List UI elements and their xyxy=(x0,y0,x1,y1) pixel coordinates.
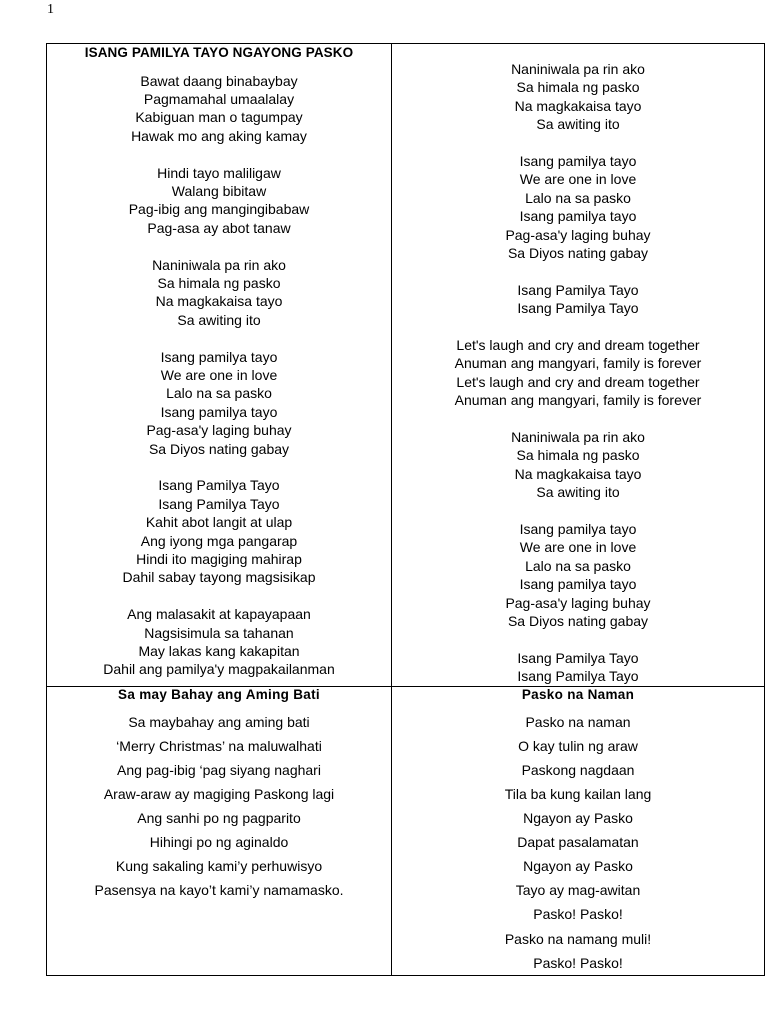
lyric-line: Hindi tayo maliligaw xyxy=(157,164,281,181)
song2-lyrics xyxy=(47,710,391,903)
stanza xyxy=(47,476,391,586)
lyric-line: Sa himala ng pasko xyxy=(516,447,640,464)
lyric-line: Isang Pamilya Tayo xyxy=(517,300,639,317)
song1-right-cell xyxy=(392,44,765,687)
lyric-line: ‘Merry Christmas’ na maluwalhati xyxy=(116,737,322,754)
song1-right-lyrics xyxy=(392,60,764,686)
table-row xyxy=(47,44,765,687)
stanza-gap xyxy=(47,237,391,255)
lyric-line: We are one in love xyxy=(519,539,637,556)
lyric-line: O kay tulin ng araw xyxy=(518,737,638,754)
lyric-line: Anuman ang mangyari, family is forever xyxy=(454,392,702,409)
stanza xyxy=(47,164,391,238)
lyric-line: Isang pamilya tayo xyxy=(519,576,637,593)
lyric-line: Isang Pamilya Tayo xyxy=(158,495,280,512)
lyric-line: Na magkakaisa tayo xyxy=(155,293,283,310)
lyric-line: Let's laugh and cry and dream together xyxy=(456,337,700,354)
lyric-line: Nagsisimula sa tahanan xyxy=(144,624,294,641)
lyric-line: Naniniwala pa rin ako xyxy=(152,256,286,273)
lyric-line: Ang pag-ibig ‘pag siyang naghari xyxy=(117,761,321,778)
lyric-line: Naniniwala pa rin ako xyxy=(511,429,645,446)
stanza-gap xyxy=(47,458,391,476)
lyric-line: Sa himala ng pasko xyxy=(157,274,281,291)
stanza xyxy=(392,649,764,686)
lyric-line: Sa himala ng pasko xyxy=(516,79,640,96)
lyric-line: Sa Diyos nating gabay xyxy=(507,613,649,630)
lyric-line: Ang iyong mga pangarap xyxy=(140,532,298,549)
page-number: 1 xyxy=(47,2,54,17)
stanza xyxy=(392,336,764,410)
stanza-gap xyxy=(47,587,391,605)
lyric-line: Pag-asa ay abot tanaw xyxy=(147,219,291,236)
lyric-line: Pag-asa'y laging buhay xyxy=(505,226,651,243)
lyric-line: Isang pamilya tayo xyxy=(160,403,278,420)
stanza-gap xyxy=(392,631,764,649)
lyric-line: Tila ba kung kailan lang xyxy=(504,786,652,802)
song2-title: Sa may Bahay ang Aming Bati xyxy=(118,686,320,702)
lyrics-table xyxy=(46,43,765,976)
stanza-gap xyxy=(392,262,764,280)
lyric-line: Pasko! Pasko! xyxy=(533,954,623,971)
lyric-line: Na magkakaisa tayo xyxy=(514,97,642,114)
lyric-line: Sa awiting ito xyxy=(536,484,620,501)
table-row xyxy=(47,686,765,975)
lyric-line: Lalo na sa pasko xyxy=(166,385,272,402)
lyric-line: Isang Pamilya Tayo xyxy=(517,281,639,298)
lyric-line: Lalo na sa pasko xyxy=(525,189,631,206)
stanza-gap xyxy=(392,318,764,336)
lyric-line: Walang bibitaw xyxy=(171,182,267,199)
lyric-line: Pasko na naman xyxy=(525,713,631,730)
stanza-gap xyxy=(47,145,391,163)
lyric-line: Sa Diyos nating gabay xyxy=(148,440,290,457)
stanza xyxy=(392,281,764,318)
song1-title: ISANG PAMILYA TAYO NGAYONG PASKO xyxy=(84,45,354,60)
lyric-line: Tayo ay mag-awitan xyxy=(515,882,641,899)
lyric-line: May lakas kang kakapitan xyxy=(138,643,300,660)
song3-title: Pasko na Naman xyxy=(521,686,635,702)
lyric-line: Isang pamilya tayo xyxy=(160,348,278,365)
lyric-line: Isang Pamilya Tayo xyxy=(517,668,639,685)
stanza xyxy=(47,256,391,330)
lyric-line: Na magkakaisa tayo xyxy=(514,465,642,482)
lyric-line: Kabiguan man o tagumpay xyxy=(135,109,303,126)
lyric-line: Dahil ang pamilya'y magpakailanman xyxy=(103,661,335,678)
lyric-line: Araw-araw ay magiging Paskong lagi xyxy=(103,786,335,802)
song2-cell xyxy=(47,686,392,975)
song1-left-cell xyxy=(47,44,392,687)
lyric-line: Kahit abot langit at ulap xyxy=(145,514,293,531)
lyric-line: Pasensya na kayo’t kami’y namamasko. xyxy=(94,882,344,899)
stanza-gap xyxy=(392,502,764,520)
song1-left-lyrics xyxy=(47,72,391,679)
song3-cell xyxy=(392,686,765,975)
lyric-line: Lalo na sa pasko xyxy=(525,557,631,574)
stanza xyxy=(392,520,764,630)
lyric-line: Naniniwala pa rin ako xyxy=(511,61,645,77)
stanza xyxy=(47,72,391,146)
stanza xyxy=(392,428,764,502)
lyric-line: Sa Diyos nating gabay xyxy=(507,245,649,262)
lyric-line: Isang Pamilya Tayo xyxy=(158,477,280,494)
lyric-line: Pasko na namang muli! xyxy=(504,930,652,947)
stanza xyxy=(392,60,764,134)
lyric-line: Pag-asa'y laging buhay xyxy=(146,422,292,439)
lyric-line: Sa maybahay ang aming bati xyxy=(128,713,310,730)
lyric-line: Ngayon ay Pasko xyxy=(523,810,633,827)
lyric-line: Hihingi po ng aginaldo xyxy=(149,834,289,851)
lyric-line: Dapat pasalamatan xyxy=(517,834,639,851)
stanza xyxy=(47,348,391,458)
song3-lyrics xyxy=(392,710,764,975)
lyric-line: Sa awiting ito xyxy=(177,311,261,328)
lyric-line: Pagmamahal umaalalay xyxy=(143,90,295,107)
lyric-line: We are one in love xyxy=(519,171,637,188)
lyric-line: Ang sanhi po ng pagparito xyxy=(137,810,301,827)
lyric-line: Let's laugh and cry and dream together xyxy=(456,373,700,390)
lyric-line: Isang pamilya tayo xyxy=(519,208,637,225)
stanza-gap xyxy=(392,134,764,152)
lyric-line: Pasko! Pasko! xyxy=(533,906,623,923)
lyric-line: Hawak mo ang aking kamay xyxy=(131,127,307,144)
lyric-line: We are one in love xyxy=(160,366,278,383)
stanza-gap xyxy=(392,410,764,428)
lyric-line: Dahil sabay tayong magsisikap xyxy=(122,569,316,586)
lyric-line: Isang pamilya tayo xyxy=(519,153,637,170)
lyric-line: Kung sakaling kami’y perhuwisyo xyxy=(115,858,323,875)
stanza xyxy=(392,152,764,262)
lyric-line: Isang Pamilya Tayo xyxy=(517,649,639,666)
lyric-line: Isang pamilya tayo xyxy=(519,521,637,538)
lyric-line: Pag-asa'y laging buhay xyxy=(505,594,651,611)
lyric-line: Anuman ang mangyari, family is forever xyxy=(454,355,702,372)
lyric-line: Ang malasakit at kapayapaan xyxy=(127,606,311,623)
lyric-line: Ngayon ay Pasko xyxy=(523,858,633,875)
lyric-line: Hindi ito magiging mahirap xyxy=(136,551,302,567)
stanza xyxy=(47,605,391,679)
stanza-gap xyxy=(47,329,391,347)
lyric-line: Paskong nagdaan xyxy=(521,761,635,778)
lyric-line: Sa awiting ito xyxy=(536,116,620,133)
lyric-line: Bawat daang binabaybay xyxy=(140,72,298,89)
lyric-line: Pag-ibig ang mangingibabaw xyxy=(128,201,310,218)
